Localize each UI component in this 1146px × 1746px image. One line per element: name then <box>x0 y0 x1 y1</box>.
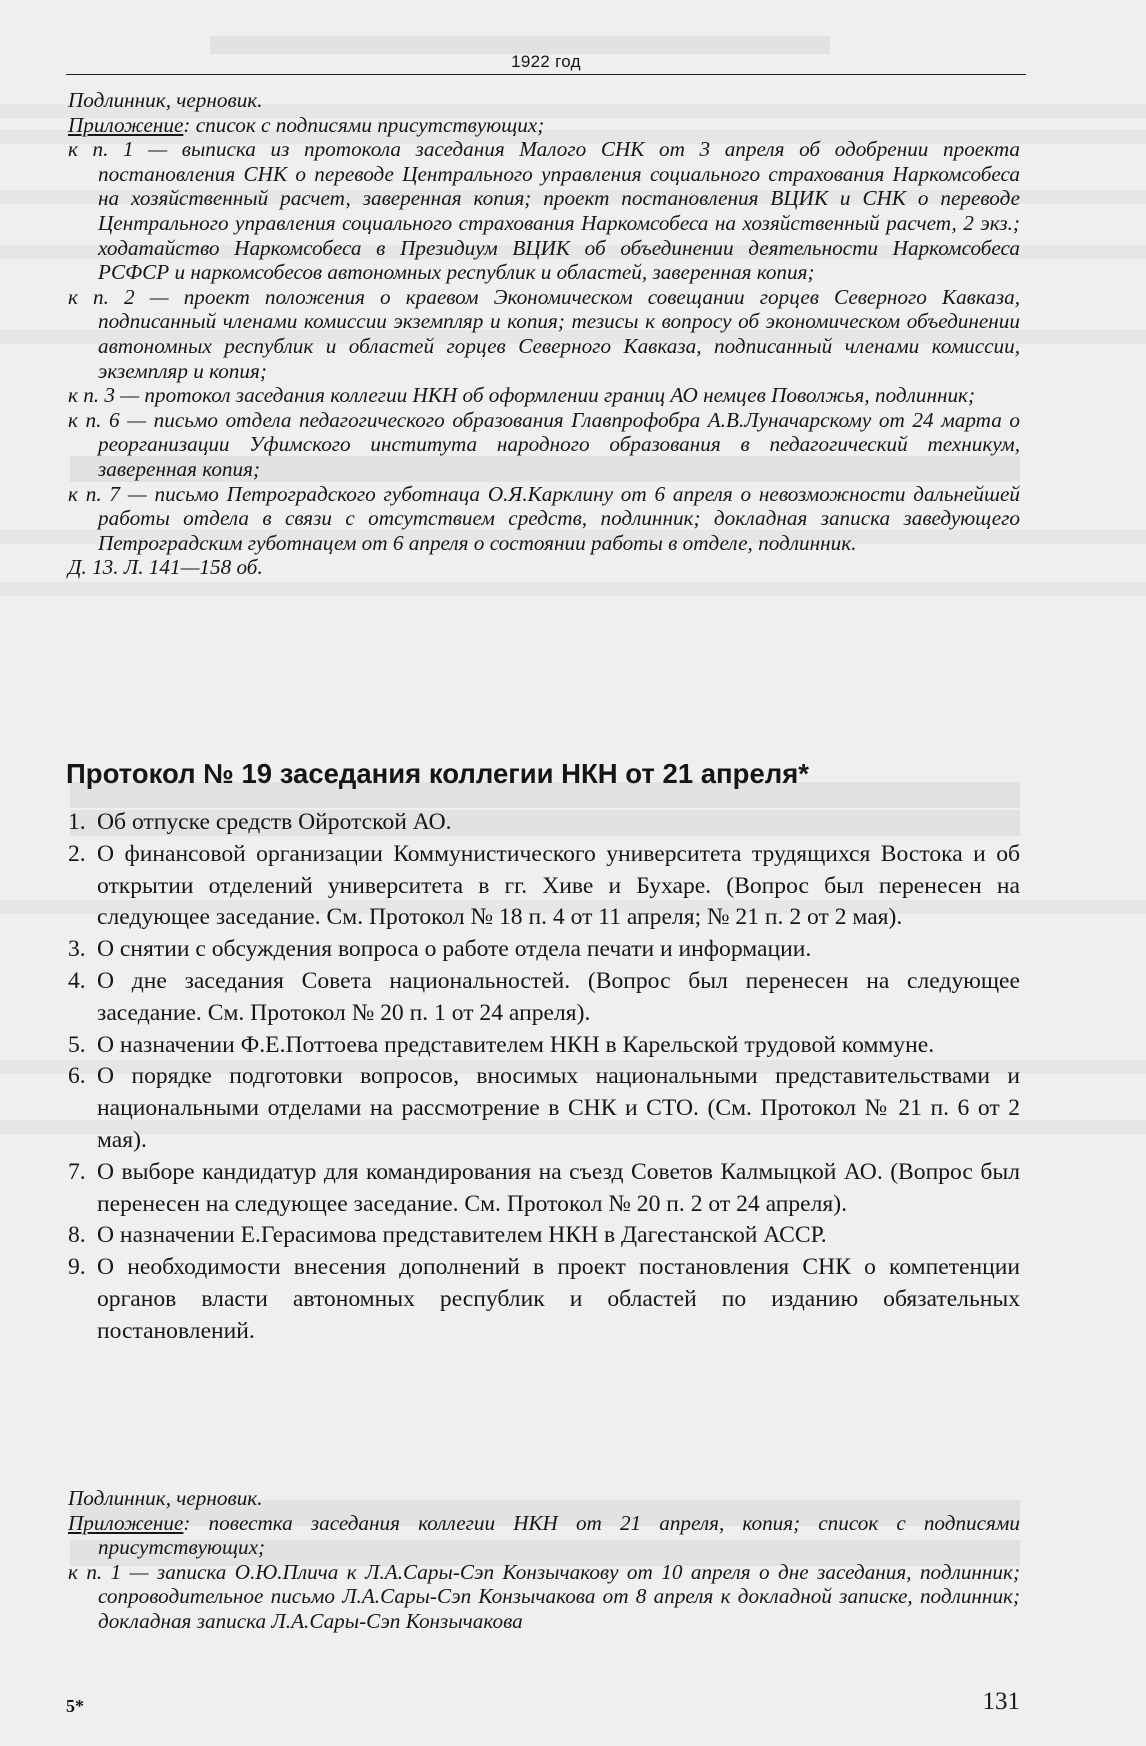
agenda-item <box>68 1252 1020 1347</box>
agenda-item-text: О снятии с обсуждения вопроса о работе отдела печати и информации. <box>97 936 812 963</box>
agenda-item-text: О назначении Ф.Е.Поттоева представителем НКН в Карельской трудовой коммуне. <box>97 1031 935 1058</box>
agenda-item <box>68 1220 1020 1252</box>
protocol-title: Протокол № 19 заседания коллегии НКН от 21 апреля* <box>66 758 809 789</box>
running-head: 1922 год <box>511 52 581 71</box>
agenda-item <box>68 934 1020 966</box>
note-item-3: к п. 3 — протокол заседания коллегии НКН об оформлении границ АО немцев Поволжья, подлинник; <box>68 383 976 408</box>
agenda-item-number: 7. <box>68 1158 86 1185</box>
agenda-item <box>68 1157 1020 1221</box>
appendix-text: : список с подписями присутствующих; <box>183 112 545 137</box>
note-item-7: к п. 7 — письмо Петроградского губотнаца О.Я.Карклину от 6 апреля о невозможности дальнейшей работы отдела в связи с отсутствием средств, подлинник; докладная записка заведующего Петроградским губотнацем от 6 апреля о состоянии работы в отделе, подлинник. <box>68 481 1020 555</box>
agenda-item-number: 8. <box>68 1222 86 1249</box>
agenda-item-text: Об отпуске средств Ойротской АО. <box>97 809 452 835</box>
appendix-label: Приложение <box>68 112 184 137</box>
note-original: Подлинник, черновик. <box>68 88 263 112</box>
agenda-item <box>68 807 1020 839</box>
note-item-1: к п. 1 — выписка из протокола заседания Малого СНК от 3 апреля об одобрении проекта постановления СНК о переводе Центрального управления социального страхования Наркомсобеса на хозяйственный расчет, заверенная копия; проект постановления ВЦИК и СНК о переводе Центрального управления социального страхования Наркомсобеса на хозяйственный расчет, 2 экз.; ходатайство Наркомсобеса в Президиум ВЦИК об объединении деятельности Наркомсобеса РСФСР и наркомсобесов автономных республик и областей, заверенная копия; <box>68 137 1020 285</box>
agenda-item <box>68 1030 1020 1062</box>
agenda-item-number: 4. <box>68 967 86 994</box>
agenda-item <box>68 966 1020 1030</box>
appendix-text: : повестка заседания коллегии НКН от 21 апреля, копия; список с подписями присутствующих; <box>98 1510 1020 1560</box>
note-item-2: к п. 2 — проект положения о краевом Экономическом совещании горцев Северного Кавказа, подписанный членами комиссии экземпляр и копия; тезисы к вопросу об экономическом объединении автономных республик и областей горцев Северного Кавказа, подписанный членами комиссии, экземпляр и копия; <box>68 284 1020 383</box>
note-appendix <box>68 113 1020 138</box>
agenda-item <box>68 1061 1020 1156</box>
agenda-item-text: О финансовой организации Коммунистического университета трудящихся Востока и об открытии отделений университета в гг. Хиве и Бухаре. (Вопрос был перенесен на следующее заседание. См. Протокол № 18 п. 4 от 11 апреля; № 21 п. 2 от 2 мая). <box>97 840 1020 931</box>
note-item-1: к п. 1 — записка О.Ю.Плича к Л.А.Сары-Сэп Конзычакову от 10 апреля о дне заседания, подлинник; сопроводительное письмо Л.А.Сары-Сэп Конзычакова от 8 апреля к докладной записке, подлинник; докладная записка Л.А.Сары-Сэп Конзычакова <box>68 1559 1020 1633</box>
agenda-item-text: О назначении Е.Герасимова представителем НКН в Дагестанской АССР. <box>97 1222 827 1249</box>
signature-mark: 5* <box>66 1696 84 1716</box>
note-original: Подлинник, черновик. <box>68 1486 263 1510</box>
agenda-item-number: 6. <box>68 1063 86 1090</box>
upper-archive-note <box>68 88 1020 580</box>
agenda-item-number: 5. <box>68 1031 86 1058</box>
agenda-item-number: 1. <box>68 809 86 835</box>
page-number: 131 <box>982 1688 1020 1715</box>
agenda-item-number: 3. <box>68 936 86 963</box>
agenda-item-text: О выборе кандидатур для командирования на съезд Советов Калмыцкой АО. (Вопрос был перенесен на следующее заседание. См. Протокол № 20 п. 2 от 24 апреля). <box>97 1158 1020 1217</box>
protocol-agenda-list <box>68 807 1020 1348</box>
agenda-item <box>68 839 1020 934</box>
agenda-item-text: О дне заседания Совета национальностей. (Вопрос был перенесен на следующее заседание. См. Протокол № 20 п. 1 от 24 апреля). <box>97 967 1020 1026</box>
note-appendix <box>68 1511 1020 1560</box>
archive-reference: Д. 13. Л. 141—158 об. <box>68 555 263 580</box>
agenda-item-text: О необходимости внесения дополнений в проект постановления СНК о компетенции органов власти автономных республик и областей по изданию обязательных постановлений. <box>97 1254 1020 1344</box>
note-item-6: к п. 6 — письмо отдела педагогического образования Главпрофобра А.В.Луначарскому от 24 марта о реорганизации Уфимского института народного образования в педагогический техникум, заверенная копия; <box>68 407 1020 481</box>
header-rule <box>66 74 1026 75</box>
appendix-label: Приложение <box>68 1510 184 1535</box>
agenda-item-text: О порядке подготовки вопросов, вносимых национальными представительствами и национальными отделами на рассмотрение в СНК и СТО. (См. Протокол № 21 п. 6 от 2 мая). <box>97 1063 1020 1153</box>
agenda-item-number: 9. <box>68 1254 86 1281</box>
agenda-item-number: 2. <box>68 840 86 867</box>
lower-archive-note <box>68 1486 1020 1634</box>
